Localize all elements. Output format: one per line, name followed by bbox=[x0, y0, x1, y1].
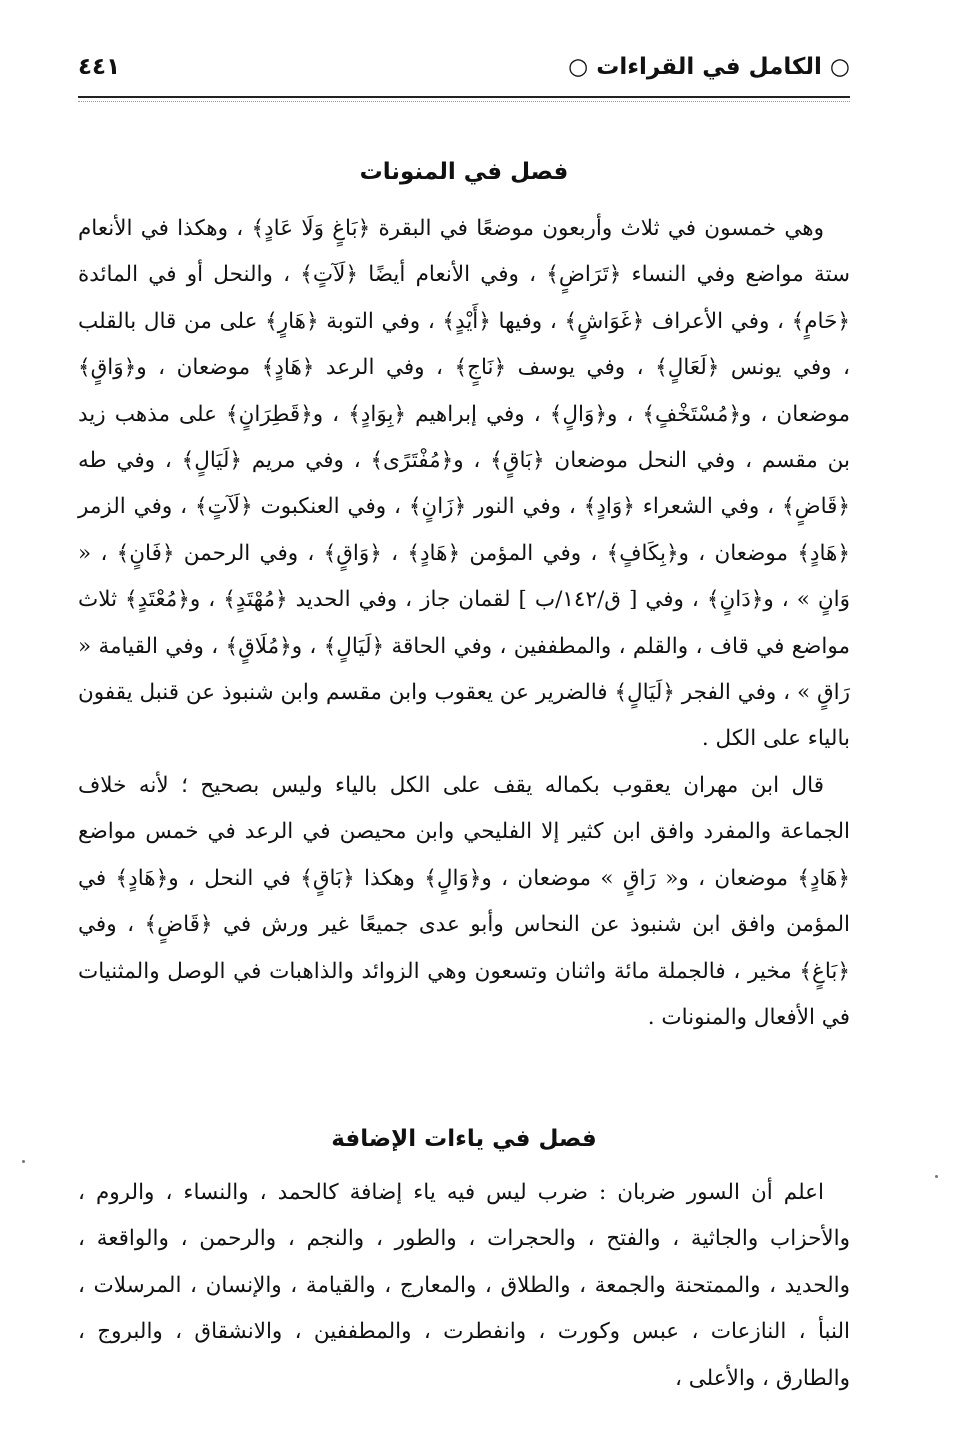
header-rule-shadow bbox=[78, 101, 850, 102]
section-heading-idafa: فصل في ياءات الإضافة bbox=[331, 1126, 597, 1152]
page-number: ٤٤١ bbox=[78, 54, 121, 80]
scan-speck bbox=[22, 1160, 25, 1163]
header-rule bbox=[78, 96, 850, 98]
paragraph: وهي خمسون في ثلاث وأربعون موضعًا في البقرة ﴿بَاغٍ وَلَا عَادٍ﴾ ، وهكذا في الأنعام ستة مواضع وفي النساء ﴿تَرَاضٍ﴾ ، وفي الأنعام أيضًا ﴿لَآتٍ﴾ ، والنحل أو في المائدة ﴿حَامٍ﴾ ، وفي الأعراف ﴿غَوَاشٍ﴾ ، وفيها ﴿أَيْدٍ﴾ ، وفي التوبة ﴿هَارٍ﴾ على من قال بالقلب ، وفي يونس ﴿لَعَالٍ﴾ ، وفي يوسف ﴿نَاجٍ﴾ ، وفي الرعد ﴿هَادٍ﴾ موضعان ، و﴿وَاقٍ﴾ موضعان ، و﴿مُسْتَخْفٍ﴾ ، و﴿وَالٍ﴾ ، وفي إبراهيم ﴿بِوَادٍ﴾ ، و﴿قَطِرَانٍ﴾ على مذهب زيد بن مقسم ، وفي النحل موضعان ﴿بَاقٍ﴾ ، و﴿مُفْتَرًى﴾ ، وفي مريم ﴿لَيَالٍ﴾ ، وفي طه ﴿قَاضٍ﴾ ، وفي الشعراء ﴿وَادٍ﴾ ، وفي النور ﴿زَانٍ﴾ ، وفي العنكبوت ﴿لَآتٍ﴾ ، وفي الزمر ﴿هَادٍ﴾ موضعان ، و﴿بِكَافٍ﴾ ، وفي المؤمن ﴿هَادٍ﴾ ، ﴿وَاقٍ﴾ ، وفي الرحمن ﴿فَانٍ﴾ ، « وَانٍ » ، و﴿دَانٍ﴾ ، وفي [ ق/١٤٢/ب ] لقمان جاز ، وفي الحديد ﴿مُهْتَدٍ﴾ ، و﴿مُعْتَدٍ﴾ ثلاث مواضع في قاف ، والقلم ، والمطففين ، وفي الحاقة ﴿لَيَالٍ﴾ ، و﴿مُلَاقٍ﴾ ، وفي القيامة « رَاقٍ » ، وفي الفجر ﴿لَيَالٍ﴾ فالضرير عن يعقوب وابن مقسم وابن شنبوذ عن قنبل يقفون بالياء على الكل . bbox=[78, 216, 850, 752]
section-body-tanween bbox=[78, 206, 850, 1041]
section-heading-tanween: فصل في المنونات bbox=[359, 159, 569, 185]
paragraph: قال ابن مهران يعقوب بكماله يقف على الكل بالياء وليس بصحيح ؛ لأنه خلاف الجماعة والمفرد وافق ابن كثير إلا الفليحي وابن محيصن في الرعد في خمس مواضع ﴿هَادٍ﴾ موضعان ، و« رَاقٍ » موضعان ، و﴿وَالٍ﴾ وهكذا ﴿بَاقٍ﴾ في النحل ، و﴿هَادٍ﴾ في المؤمن وافق ابن شنبوذ عن النحاس وأبو عدى جميعًا غير ورش في ﴿قَاضٍ﴾ ، وفي ﴿بَاغٍ﴾ مخير ، فالجملة مائة واثنان وتسعون وهي الزوائد والذاهبات في الوصل والمثنيات في الأفعال والمنونات . bbox=[78, 772, 850, 1030]
section-body-idafa bbox=[78, 1170, 850, 1402]
paragraph: اعلم أن السور ضربان : ضرب ليس فيه ياء إضافة كالحمد ، والنساء ، والروم ، والأحزاب والجاثية ، والفتح ، والحجرات ، والطور ، والنجم ، والرحمن ، والواقعة ، والحديد ، والممتحنة والجمعة ، والطلاق ، والمعارج ، والقيامة ، والإنسان ، المرسلات ، النبأ ، النازعات ، عبس وكورت ، وانفطرت ، والمطففين ، والانشقاق ، والبروج ، والطارق ، والأعلى ، bbox=[78, 1180, 850, 1391]
running-header bbox=[78, 50, 850, 96]
book-title: ○ الكامل في القراءات ○ bbox=[568, 54, 850, 80]
scan-speck bbox=[935, 1175, 938, 1178]
